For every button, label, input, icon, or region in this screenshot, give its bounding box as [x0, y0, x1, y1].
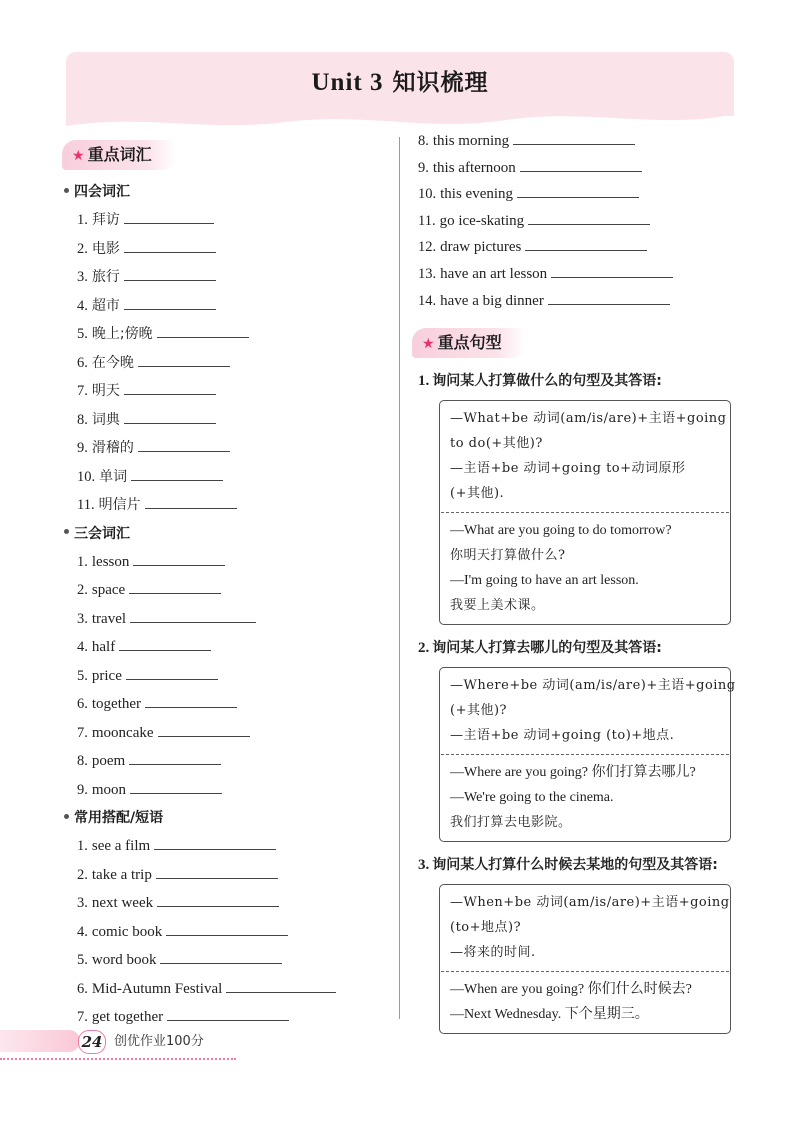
- answer-blank[interactable]: [513, 128, 635, 145]
- list-item: 4. 超市: [77, 292, 392, 321]
- list-item: 9. moon: [77, 776, 392, 805]
- book-name: 创优作业100分: [114, 1034, 204, 1049]
- list-item: 12. draw pictures: [418, 234, 742, 261]
- section-heading-vocab: ★ 重点词汇: [62, 140, 176, 170]
- answer-blank[interactable]: [157, 890, 279, 907]
- star-icon: ★: [72, 148, 85, 164]
- answer-blank[interactable]: [166, 919, 288, 936]
- star-icon: ★: [422, 336, 435, 353]
- answer-blank[interactable]: [133, 549, 225, 566]
- pattern-line: —主语+be 动词+going (to)+地点.: [450, 728, 675, 744]
- pattern-line: —将来的时间.: [450, 945, 536, 961]
- list-item: 6. together: [77, 690, 392, 719]
- footer-bar: [0, 1030, 80, 1052]
- question-title-1: 1. 询问某人打算做什么的句型及其答语:: [418, 373, 662, 390]
- answer-blank[interactable]: [226, 976, 336, 993]
- list-item: 2. take a trip: [77, 861, 392, 890]
- list-item: 2. space: [77, 576, 392, 605]
- list-item: 13. have an art lesson: [418, 261, 742, 288]
- page-title: [0, 64, 800, 97]
- example-line: 你明天打算做什么?: [450, 548, 566, 564]
- answer-blank[interactable]: [145, 691, 237, 708]
- answer-blank[interactable]: [157, 321, 249, 338]
- page-number: 24: [78, 1030, 106, 1054]
- answer-blank[interactable]: [126, 663, 218, 680]
- answer-blank[interactable]: [160, 947, 282, 964]
- section-heading-sentences: ★ 重点句型: [412, 328, 526, 358]
- phrases-list-right: [412, 128, 742, 314]
- bullet-icon: [64, 529, 69, 534]
- question-title-2: 2. 询问某人打算去哪儿的句型及其答语:: [418, 640, 662, 657]
- list-item: 7. mooncake: [77, 719, 392, 748]
- bullet-icon: [64, 814, 69, 819]
- example-line: 我要上美术课。: [450, 598, 545, 614]
- list-item: 4. comic book: [77, 918, 392, 947]
- list-item: 4. half: [77, 633, 392, 662]
- list-item: 7. get together: [77, 1003, 392, 1032]
- list-item: 6. 在今晚: [77, 349, 392, 378]
- list-item: 9. 滑稽的: [77, 434, 392, 463]
- answer-blank[interactable]: [548, 288, 670, 305]
- list-item: 10. this evening: [418, 181, 742, 208]
- answer-blank[interactable]: [124, 293, 216, 310]
- list-item: 6. Mid-Autumn Festival: [77, 975, 392, 1004]
- answer-blank[interactable]: [131, 464, 223, 481]
- title-text: 知识梳理: [392, 70, 489, 96]
- sentence-box-1: [439, 400, 731, 625]
- column-divider: [399, 137, 400, 1019]
- answer-blank[interactable]: [138, 350, 230, 367]
- answer-blank[interactable]: [551, 261, 673, 278]
- answer-blank[interactable]: [119, 634, 211, 651]
- sentence-box-3: [439, 884, 731, 1034]
- answer-blank[interactable]: [124, 236, 216, 253]
- list-item: 1. see a film: [77, 832, 392, 861]
- left-column: [62, 140, 392, 1032]
- pattern-line: (+其他)?: [450, 703, 508, 719]
- answer-blank[interactable]: [528, 208, 650, 225]
- list-item: 3. travel: [77, 605, 392, 634]
- footer-dotted-line: [0, 1058, 236, 1060]
- answer-blank[interactable]: [525, 234, 647, 251]
- subheading-four-skill: 四会词汇: [64, 178, 392, 206]
- list-item: 10. 单词: [77, 463, 392, 492]
- subheading-three-skill: 三会词汇: [64, 520, 392, 548]
- list-item: 11. 明信片: [77, 491, 392, 520]
- bullet-icon: [64, 188, 69, 193]
- pattern-line: (+其他).: [450, 486, 505, 502]
- answer-blank[interactable]: [156, 862, 278, 879]
- answer-blank[interactable]: [124, 378, 216, 395]
- phrases-list-left: [62, 832, 392, 1032]
- list-item: 14. have a big dinner: [418, 288, 742, 315]
- example-line: —What are you going to do tomorrow?: [450, 523, 672, 539]
- answer-blank[interactable]: [124, 207, 214, 224]
- list-item: 3. 旅行: [77, 263, 392, 292]
- answer-blank[interactable]: [129, 577, 221, 594]
- list-item: 9. this afternoon: [418, 155, 742, 182]
- answer-blank[interactable]: [145, 492, 237, 509]
- list-item: 7. 明天: [77, 377, 392, 406]
- pattern-line: (to+地点)?: [450, 920, 522, 936]
- pattern-line: —Where+be 动词(am/is/are)+主语+going: [450, 678, 736, 694]
- pattern-line: —主语+be 动词+going to+动词原形: [450, 461, 686, 477]
- example-line: —I'm going to have an art lesson.: [450, 573, 639, 589]
- title-unit: Unit 3: [311, 69, 384, 96]
- answer-blank[interactable]: [167, 1004, 289, 1021]
- example-line: 我们打算去电影院。: [450, 815, 572, 831]
- pattern-line: —What+be 动词(am/is/are)+主语+going: [450, 411, 727, 427]
- list-item: 8. poem: [77, 747, 392, 776]
- list-item: 3. next week: [77, 889, 392, 918]
- answer-blank[interactable]: [138, 435, 230, 452]
- right-column: [412, 128, 742, 1034]
- sentence-box-2: [439, 667, 736, 842]
- answer-blank[interactable]: [124, 264, 216, 281]
- answer-blank[interactable]: [517, 181, 639, 198]
- list-item: 1. lesson: [77, 548, 392, 577]
- answer-blank[interactable]: [130, 777, 222, 794]
- list-item: 5. 晚上;傍晚: [77, 320, 392, 349]
- list-item: 8. 词典: [77, 406, 392, 435]
- question-title-3: 3. 询问某人打算什么时候去某地的句型及其答语:: [418, 857, 718, 874]
- example-line: —Where are you going? 你们打算去哪儿?: [450, 765, 696, 781]
- answer-blank[interactable]: [130, 606, 256, 623]
- answer-blank[interactable]: [124, 407, 216, 424]
- answer-blank[interactable]: [158, 720, 250, 737]
- list-item: 5. price: [77, 662, 392, 691]
- three-skill-list: [62, 548, 392, 805]
- subheading-phrases: 常用搭配/短语: [64, 804, 392, 832]
- list-item: 8. this morning: [418, 128, 742, 155]
- example-line: —We're going to the cinema.: [450, 790, 614, 806]
- answer-blank[interactable]: [129, 748, 221, 765]
- answer-blank[interactable]: [154, 833, 276, 850]
- answer-blank[interactable]: [520, 155, 642, 172]
- list-item: 2. 电影: [77, 235, 392, 264]
- example-line: —When are you going? 你们什么时候去?: [450, 982, 692, 998]
- example-line: —Next Wednesday. 下个星期三。: [450, 1007, 649, 1023]
- list-item: 5. word book: [77, 946, 392, 975]
- list-item: 1. 拜访: [77, 206, 392, 235]
- pattern-line: to do(+其他)?: [450, 436, 543, 452]
- pattern-line: —When+be 动词(am/is/are)+主语+going: [450, 895, 730, 911]
- list-item: 11. go ice-skating: [418, 208, 742, 235]
- four-skill-list: [62, 206, 392, 520]
